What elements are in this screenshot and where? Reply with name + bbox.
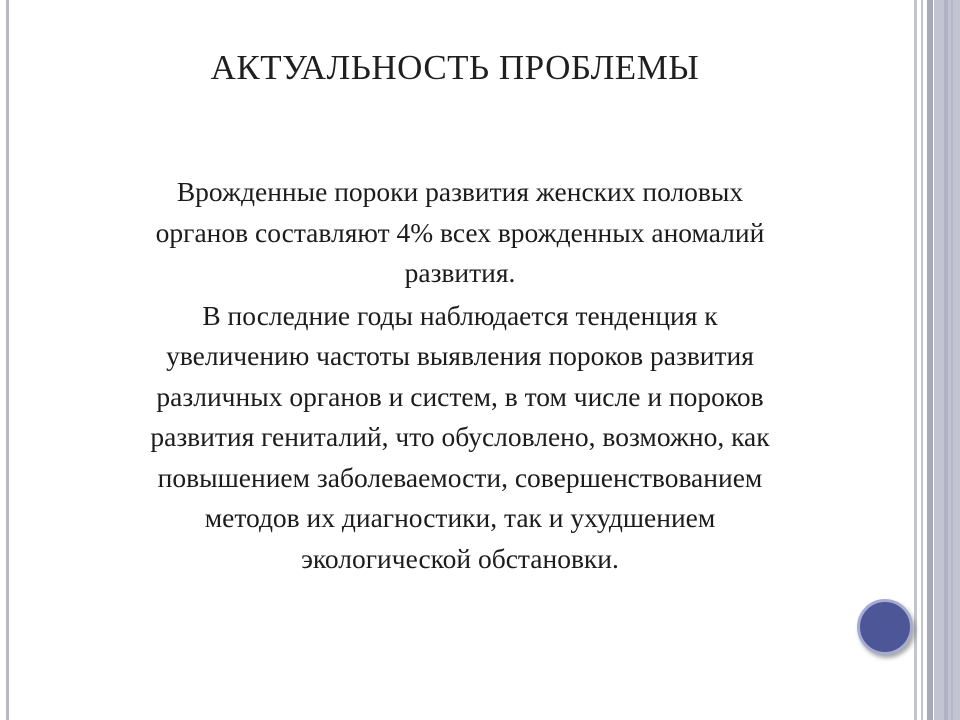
- paragraph-trend: В последние годы наблюдается тенденция к увеличению частоты выявления пороков развития различных органов и систем, в том числе и пороков развития гениталий, что обусловлено, возможно, как повышением заболеваемости, совершенствованием методов их диагностики, так и ухудшением экологической обстановки.: [150, 299, 770, 574]
- right-decor-stripe: [927, 0, 933, 720]
- slide-nav-button[interactable]: [857, 599, 913, 655]
- slide-body: [80, 172, 840, 579]
- slide-title: АКТУАЛЬНОСТЬ ПРОБЛЕМЫ: [210, 48, 700, 87]
- right-decor-stripe: [921, 0, 923, 720]
- paragraph-prevalence: Врожденные пороки развития женских половых органов составляют 4% всех врожденных аномалий развития.: [155, 176, 765, 288]
- right-decor-stripe: [951, 0, 953, 720]
- right-decor-stripe: [914, 0, 917, 720]
- right-decor-stripe: [944, 0, 948, 720]
- left-frame-line: [6, 0, 9, 720]
